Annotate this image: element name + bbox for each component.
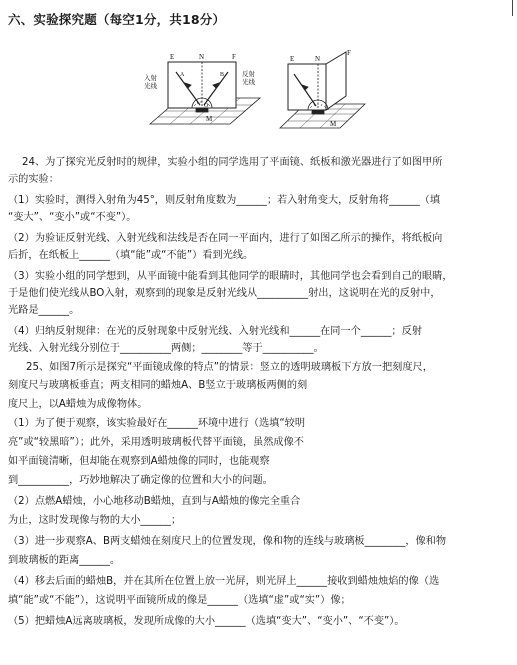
svg-text:F: F (232, 53, 236, 61)
svg-text:N: N (199, 53, 205, 61)
q24-part2-line-1: （2）为验证反射光线、入射光线和法线是否在同一平面内，进行了如图乙所示的操作，将纸板向 (8, 233, 443, 244)
q25-stem-line-1: 25、如图7所示是探究“平面镜成像的特点”的情景：竖立的透明玻璃板下方放一把刻度尺， (26, 362, 433, 373)
svg-text:M: M (330, 120, 337, 128)
q25-part3-line-1: （3）进一步观察A、B两支蜡烛在刻度尺上的位置发现，像和物的连线与玻璃板________，像和物 (8, 536, 447, 547)
q25-part4-line-2: 填“能”或“不能”），这说明平面镜所成的像是______（选填“虚”或“实”）像； (8, 595, 351, 606)
svg-text:光线: 光线 (242, 78, 255, 86)
q24-part3-line-3: 光路是______。 (8, 305, 80, 316)
q24-part3-line-2: 于是他们使光线从BO入射，观察到的现象是反射光线从__________射出，这说明在光的反射中， (8, 288, 441, 299)
svg-text:N: N (315, 55, 321, 63)
svg-text:A: A (180, 72, 185, 78)
q24-part4-line-1: （4）归纳反射规律：在光的反射现象中反射光线、入射光线和______在同一个______；反射 (8, 326, 422, 337)
svg-text:入射: 入射 (144, 74, 157, 82)
svg-text:M: M (206, 115, 213, 123)
figure-yi (280, 52, 365, 128)
svg-text:O: O (204, 103, 209, 109)
q24-part2-line-2: 后折，在纸板上______（填“能”或“不能”）看到光线。 (8, 250, 254, 261)
svg-text:反射: 反射 (242, 70, 255, 78)
svg-text:E: E (290, 55, 295, 63)
q24-part4-line-2: 光线、入射光线分别位于__________两侧；________等于__________。 (8, 343, 324, 354)
page-corner-mark (512, 0, 513, 16)
q25-part2-line-2: 为止，这时发现像与物的大小______； (8, 515, 182, 526)
q25-stem-line-3: 度尺上，以A蜡烛为成像物体。 (8, 399, 148, 410)
q25-part3-line-2: 到玻璃板的距离______。 (8, 555, 121, 566)
q25-part1-line-3: 如平面镜清晰，但却能在观察到A蜡烛像的同时，也能观察 (8, 456, 270, 467)
q24-part3-line-1: （3）实验小组的同学想到，从平面镜中能看到其他同学的眼睛时，其他同学也会看到自己的眼睛， (8, 271, 453, 282)
q24-part1-line-2: “变大”、“变小”或“不变”）。 (8, 212, 137, 223)
q25-part5-line-1: （5）把蜡烛A远离玻璃板，发现所成像的大小______（选填“变大”、“变小”、“不变”）。 (8, 616, 405, 627)
section-title: 六、实验探究题（每空1分，共18分） (8, 12, 226, 27)
figure-reflection-setup (140, 46, 370, 138)
q25-part1-line-4: 到__________，巧妙地解决了确定像的位置和大小的问题。 (8, 475, 273, 486)
q25-part2-line-1: （2）点燃A蜡烛，小心地移动B蜡烛，直到与A蜡烛的像完全重合 (8, 496, 301, 507)
svg-text:F: F (347, 49, 351, 57)
q24-stem-line-1: 24、为了探究光反射时的规律，实验小组的同学选用了平面镜、纸板和激光器进行了如图甲所 (22, 157, 443, 168)
svg-text:光线: 光线 (144, 82, 157, 90)
q25-part1-line-1: （1）为了便于观察，该实验最好在______环境中进行（选填“较明 (8, 418, 306, 429)
q25-part1-line-2: 亮”或“较黑暗”）；此外，采用透明玻璃板代替平面镜，虽然成像不 (8, 437, 304, 448)
q24-part1-line-1: （1）实验时，测得入射角为45°，则反射角度数为______；若入射角变大，反射角将______（填 (8, 195, 441, 206)
svg-text:B: B (220, 72, 225, 78)
q25-part4-line-1: （4）移去后面的蜡烛B，并在其所在位置上放一光屏，则光屏上______接收到蜡烛烛焰的像（选 (8, 576, 440, 587)
q25-stem-line-2: 刻度尺与玻璃板垂直；两支相同的蜡烛A、B竖立于玻璃板两侧的刻 (8, 380, 308, 391)
reflection-diagrams (140, 46, 370, 138)
q24-stem-line-2: 示的实验： (8, 174, 59, 185)
svg-text:E: E (170, 53, 175, 61)
